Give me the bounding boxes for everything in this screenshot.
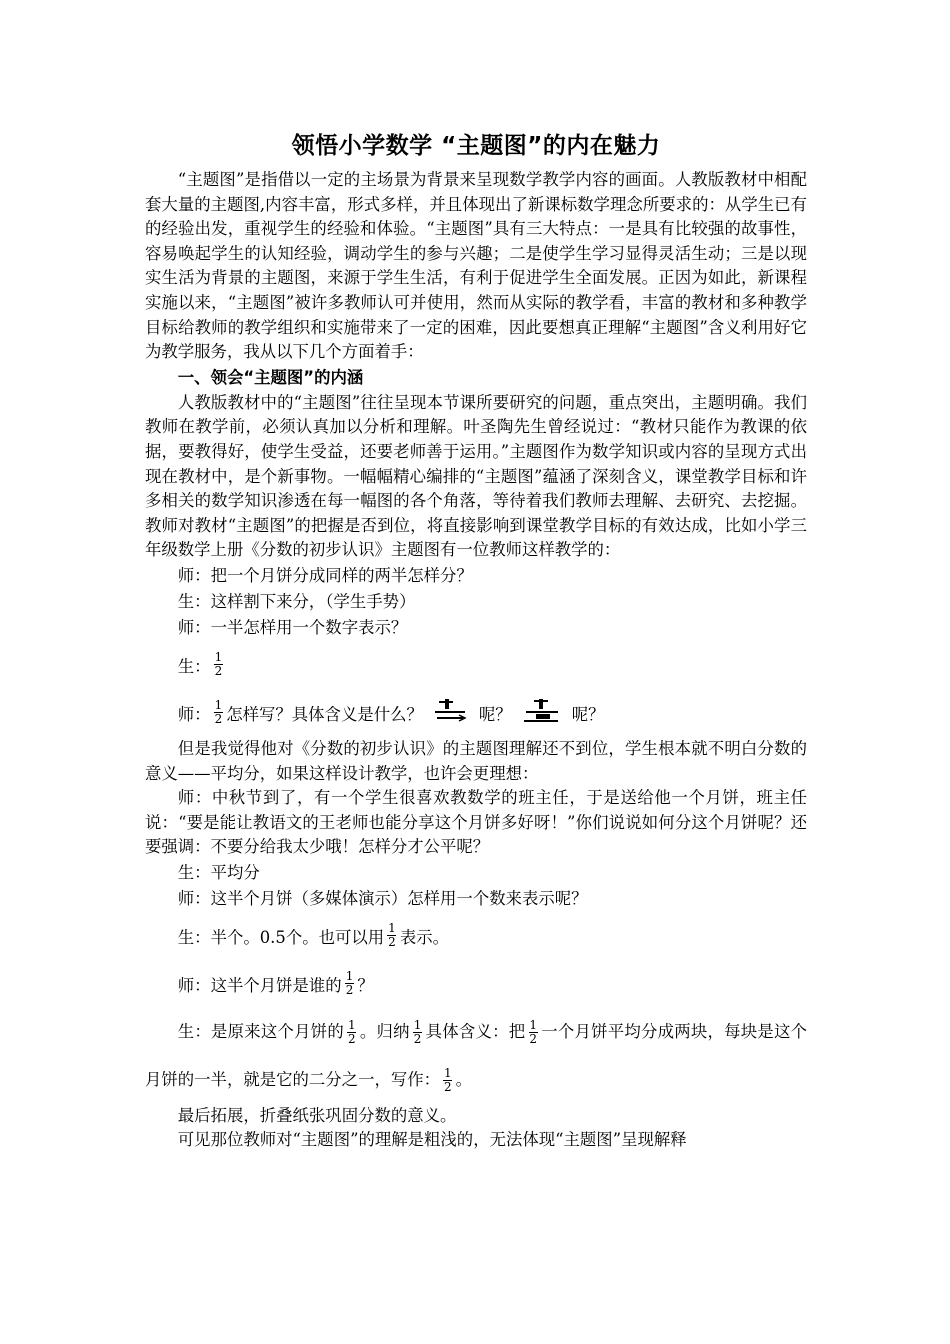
paragraph: 可见那位教师对“主题图”的理解是粗浅的，无法体现“主题图”呈现解释	[177, 1130, 687, 1150]
dialog-text: 表示。	[399, 927, 449, 947]
speaker-label: 师：	[177, 704, 211, 724]
fraction-one-half: $\frac{1}{2}$	[214, 698, 223, 727]
dialog-paragraph-fraction: 生：是原来这个月饼的 $\frac{1}{2}$ 。归纳 $\frac{1}{2}$ 具体含义：把 $\frac{1}{2}$ 一个月饼平均分成两块，每块是这个月饼的一半，就是它的二分之一，写作： $\frac{1}{2}$ 。	[145, 1017, 808, 1094]
dialog-line-fraction	[145, 641, 807, 689]
document-title: 领悟小学数学 “主题图”的内在魅力	[291, 133, 661, 159]
dialog-line-fraction	[145, 689, 807, 737]
dialog-text: 生：半个。0.5个。也可以用	[177, 927, 385, 947]
document-page	[145, 128, 807, 1153]
fraction-one-half: $\frac{1}{2}$	[413, 1017, 422, 1046]
dialog-text: 怎样写？具体含义是什么？	[226, 704, 423, 724]
section-paragraph: 人教版教材中的“主题图”往往呈现本节课所要研究的问题，重点突出，主题明确。我们教师在教学前，必须认真加以分析和理解。叶圣陶先生曾经说过：“教材只能作为教课的依据，要教得好，使学生受益，还要老师善于运用。”主题图作为数学知识或内容的呈现方式出现在教材中，是个新事物。一幅幅精心编排的“主题图”蕴涵了深刻含义，课堂教学目标和许多相关的数学知识渗透在每一幅图的各个角落，等待着我们教师去理解、去研究、去挖掘。教师对教材“主题图”的把握是否到位，将直接影响到课堂教学目标的有效达成，比如小学三年级数学上册《分数的初步认识》主题图有一位教师这样教学的：	[145, 392, 807, 560]
fraction-one-half: $\frac{1}{2}$	[444, 1065, 452, 1094]
dialog-line-fraction	[145, 912, 807, 960]
paragraph: 但是我觉得他对《分数的初步认识》的主题图理解还不到位，学生根本就不明白分数的意义——平均分，如果这样设计教学，也许会更理想：	[145, 738, 807, 783]
paragraph: 师：中秋节到了，有一个学生很喜欢教数学的班主任，于是送给他一个月饼，班主任说：“要是能让教语文的王老师也能分享这个月饼多好呀！”你们说说如何分这个月饼呢？还要强调：不要分给我太少哦！怎样分才公平呢？	[145, 788, 807, 857]
fraction-one-half: $\frac{1}{2}$	[388, 921, 396, 950]
fraction-one-half: $\frac{1}{2}$	[345, 969, 354, 998]
dialog-line: 师：这半个月饼（多媒体演示）怎样用一个数来表示呢？	[177, 888, 588, 908]
dialog-line-fraction	[145, 960, 807, 1008]
garbled-fraction-glyph	[433, 699, 469, 727]
dialog-line: 生：这样割下来分，（学生手势）	[177, 591, 416, 611]
garbled-fraction-glyph	[522, 699, 562, 727]
fraction-one-half: $\frac{1}{2}$	[348, 1017, 356, 1046]
dialog-text: 呢？	[571, 704, 605, 724]
section-heading: 一、领会“主题图”的内涵	[177, 367, 364, 387]
fraction-one-half: $\frac{1}{2}$	[529, 1017, 538, 1046]
dialog-line: 师：一半怎样用一个数字表示？	[177, 617, 408, 637]
dialog-line: 师：把一个月饼分成同样的两半怎样分？	[177, 565, 473, 585]
dialog-text: 呢？	[478, 704, 512, 724]
paragraph: 最后拓展，折叠纸张巩固分数的意义。	[177, 1105, 457, 1125]
dialog-text: 师：这半个月饼是谁的	[177, 975, 342, 995]
fraction-one-half: $\frac{1}{2}$	[214, 650, 223, 679]
dialog-line: 生：平均分	[177, 862, 260, 882]
dialog-text: ？	[357, 975, 374, 995]
speaker-label: 生：	[177, 656, 211, 676]
intro-paragraph: “主题图”是指借以一定的主场景为背景来呈现数学教学内容的画面。人教版教材中相配套大量的主题图,内容丰富，形式多样，并且体现出了新课标数学理念所要求的：从学生已有的经验出发，重视学生的经验和体验。“主题图”具有三大特点：一是具有比较强的故事性，容易唤起学生的认知经验，调动学生的参与兴趣；二是使学生学习显得灵活生动；三是以现实生活为背景的主题图，来源于学生生活，有利于促进学生全面发展。正因为如此，新课程实施以来，“主题图”被许多教师认可并使用，然而从实际的教学看，丰富的教材和多种教学目标给教师的教学组织和实施带来了一定的困难，因此要想真正理解“主题图”含义利用好它为教学服务，我从以下几个方面着手：	[145, 170, 807, 362]
